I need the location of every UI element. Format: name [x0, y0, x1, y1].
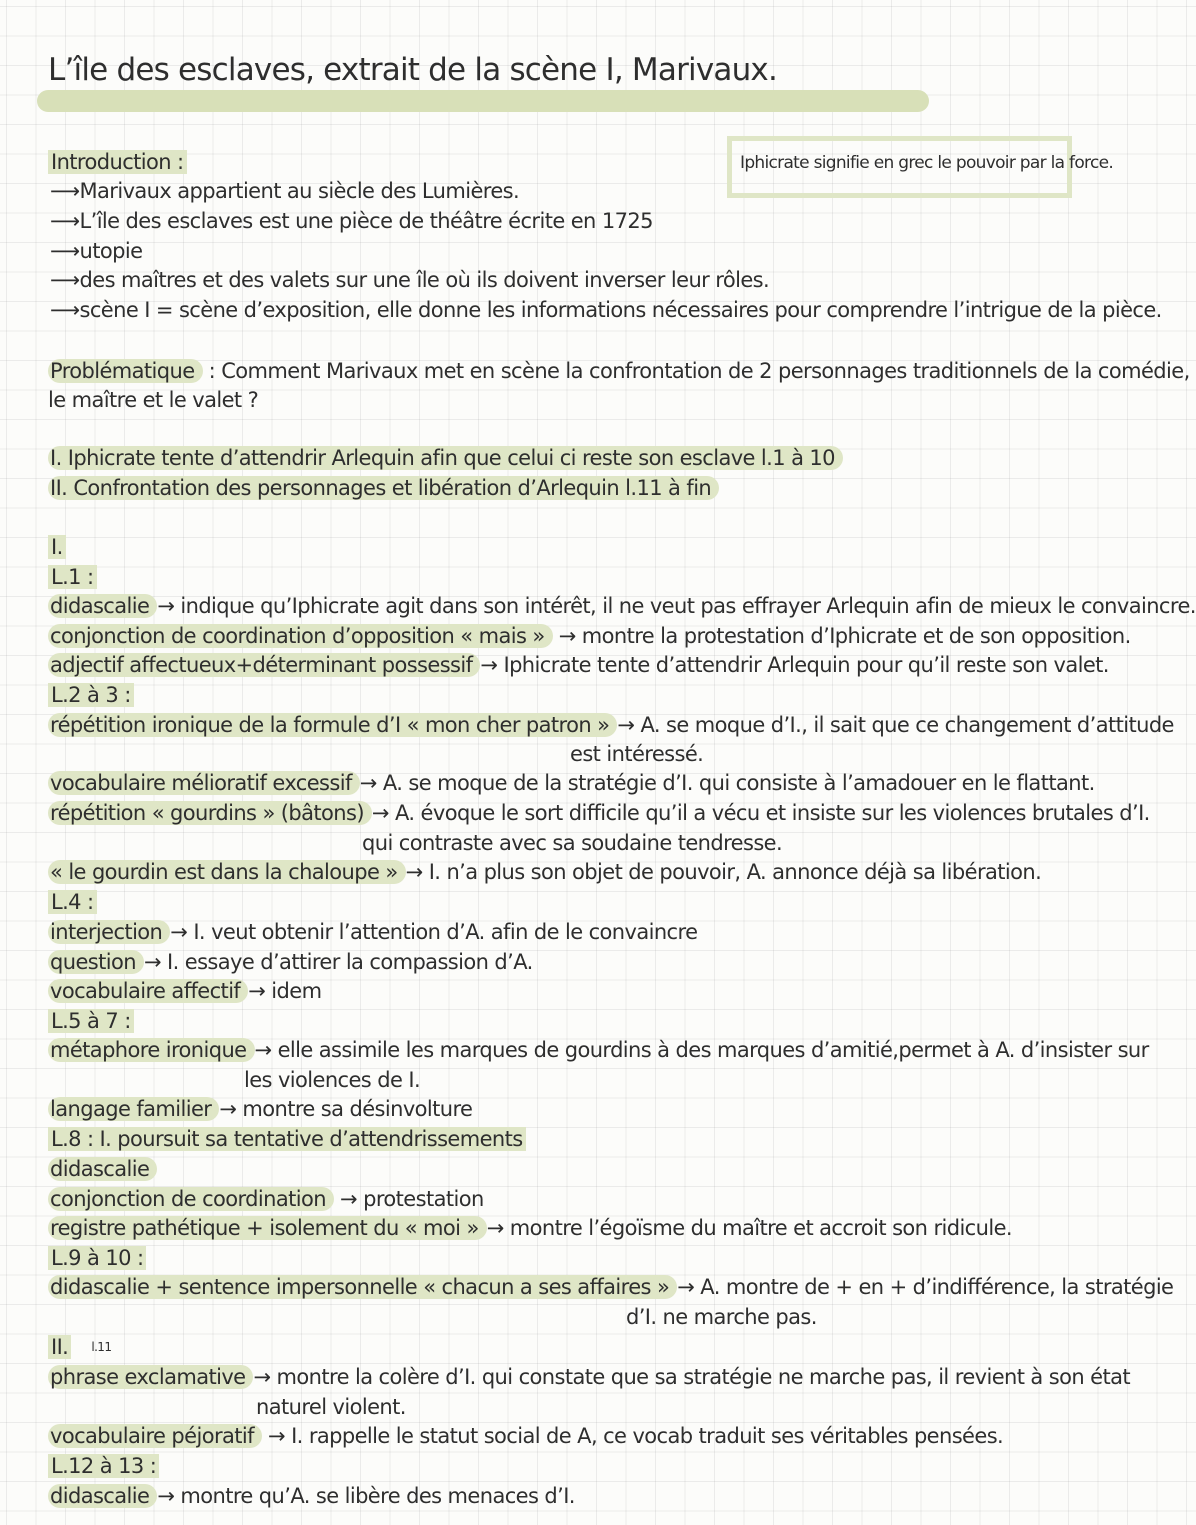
analysis-row: didascalie → montre qu’A. se libère des menaces d’I.	[50, 1484, 575, 1508]
analysis-row: répétition « gourdins » (bâtons) → A. évoque le sort difficile qu’il a vécu et insiste sur les violences brutales d’I.	[50, 801, 1150, 825]
arrow-icon: ⟶	[50, 179, 80, 203]
line-ref: L.12 à 13 :	[48, 1452, 159, 1480]
problematique-line: le maître et le valet ?	[48, 388, 259, 412]
analysis-row: question → I. essaye d’attirer la compassion d’A.	[50, 950, 533, 974]
analysis-row: phrase exclamative → montre la colère d’I. qui constate que sa stratégie ne marche pas, il revient à son état	[50, 1365, 1131, 1389]
title-highlight-bar	[37, 90, 929, 112]
analysis-row: « le gourdin est dans la chaloupe » → I. n’a plus son objet de pouvoir, A. annonce déjà sa libération.	[50, 860, 1042, 884]
arrow-icon: →	[480, 653, 498, 677]
plan-item: I. Iphicrate tente d’attendrir Arlequin afin que celui ci reste son esclave l.1 à 10	[48, 444, 843, 472]
analysis-row: registre pathétique + isolement du « moi » → montre l’égoïsme du maître et accroit son ridicule.	[50, 1216, 1012, 1240]
analysis-row: conjonction de coordination → protestation	[50, 1187, 484, 1211]
arrow-icon: →	[157, 594, 175, 618]
arrow-icon: →	[254, 1038, 272, 1062]
analysis-continuation: qui contraste avec sa soudaine tendresse.	[362, 831, 783, 855]
arrow-icon: ⟶	[50, 209, 80, 233]
arrow-icon: →	[371, 801, 389, 825]
analysis-row: adjectif affectueux+déterminant possessif → Iphicrate tente d’attendrir Arlequin pour qu’il reste son valet.	[50, 653, 1109, 677]
arrow-icon: →	[253, 1365, 271, 1389]
intro-point: ⟶scène I = scène d’exposition, elle donne les informations nécessaires pour comprendre l’intrigue de la pièce.	[50, 298, 1162, 322]
line-ref: L.4 :	[48, 888, 97, 916]
note-text: Iphicrate signifie en grec le pouvoir par la force.	[740, 153, 1114, 173]
line-ref: L.1 :	[48, 563, 97, 591]
analysis-row: vocabulaire péjoratif → I. rappelle le statut social de A, ce vocab traduit ses véritables pensées.	[50, 1424, 1004, 1448]
arrow-icon: →	[405, 860, 423, 884]
plan-item: II. Confrontation des personnages et libération d’Arlequin l.11 à fin	[48, 474, 719, 502]
arrow-icon: →	[617, 713, 635, 737]
line-ref: L.8 : I. poursuit sa tentative d’attendrissements	[48, 1125, 526, 1153]
problematique-line: Problématique : Comment Marivaux met en scène la confrontation de 2 personnages traditionnels de la comédie,	[50, 359, 1190, 383]
arrow-icon: →	[143, 950, 161, 974]
intro-point: ⟶utopie	[50, 239, 143, 263]
intro-point: ⟶Marivaux appartient au siècle des Lumières.	[50, 179, 520, 203]
analysis-row: didascalie + sentence impersonnelle « chacun a ses affaires » → A. montre de + en + d’indifférence, la stratégie	[50, 1275, 1174, 1299]
line-ref: L.2 à 3 :	[48, 681, 134, 709]
analysis-row: interjection → I. veut obtenir l’attention d’A. afin de le convaincre	[50, 920, 698, 944]
arrow-icon: →	[558, 624, 576, 648]
arrow-icon: →	[157, 1484, 175, 1508]
intro-point: ⟶L’île des esclaves est une pièce de théâtre écrite en 1725	[50, 209, 653, 233]
arrow-icon: →	[677, 1275, 695, 1299]
analysis-row: conjonction de coordination d’opposition « mais » → montre la protestation d’Iphicrate et de son opposition.	[50, 624, 1131, 648]
analysis-row: vocabulaire affectif → idem	[50, 979, 322, 1003]
arrow-icon: →	[340, 1187, 358, 1211]
part2-heading: II. $^{l.11}$	[48, 1333, 111, 1361]
analysis-row: vocabulaire mélioratif excessif → A. se moque de la stratégie d’I. qui consiste à l’amadouer en le flattant.	[50, 771, 1095, 795]
arrow-icon: →	[170, 920, 188, 944]
arrow-icon: →	[219, 1097, 237, 1121]
intro-point: ⟶des maîtres et des valets sur une île où ils doivent inverser leur rôles.	[50, 268, 770, 292]
arrow-icon: →	[486, 1216, 504, 1240]
part1-heading: I.	[48, 533, 66, 561]
analysis-continuation: est intéressé.	[570, 742, 704, 766]
arrow-icon: ⟶	[50, 239, 80, 263]
analysis-continuation: d’I. ne marche pas.	[626, 1305, 817, 1329]
analysis-continuation: les violences de I.	[244, 1068, 421, 1092]
analysis-continuation: naturel violent.	[256, 1395, 406, 1419]
arrow-icon: →	[268, 1424, 286, 1448]
arrow-icon: →	[248, 979, 266, 1003]
arrow-icon: ⟶	[50, 298, 80, 322]
arrow-icon: →	[359, 771, 377, 795]
intro-heading: Introduction :	[48, 148, 187, 176]
analysis-row: didascalie → indique qu’Iphicrate agit dans son intérêt, il ne veut pas effrayer Arlequin afin de mieux le convaincre.	[50, 594, 1196, 618]
page-title: L’île des esclaves, extrait de la scène I, Marivaux.	[48, 52, 778, 88]
problematique-label: Problématique	[48, 359, 203, 383]
analysis-row: didascalie	[48, 1155, 157, 1183]
analysis-row: métaphore ironique → elle assimile les marques de gourdins à des marques d’amitié,permet à A. d’insister sur	[50, 1038, 1149, 1062]
analysis-row: répétition ironique de la formule d’I « mon cher patron » → A. se moque d’I., il sait que ce changement d’attitude	[50, 713, 1174, 737]
analysis-row: langage familier → montre sa désinvolture	[50, 1097, 473, 1121]
line-ref: L.5 à 7 :	[48, 1007, 134, 1035]
margin-note: l.11	[91, 1340, 112, 1354]
line-ref: L.9 à 10 :	[48, 1244, 146, 1272]
arrow-icon: ⟶	[50, 268, 80, 292]
